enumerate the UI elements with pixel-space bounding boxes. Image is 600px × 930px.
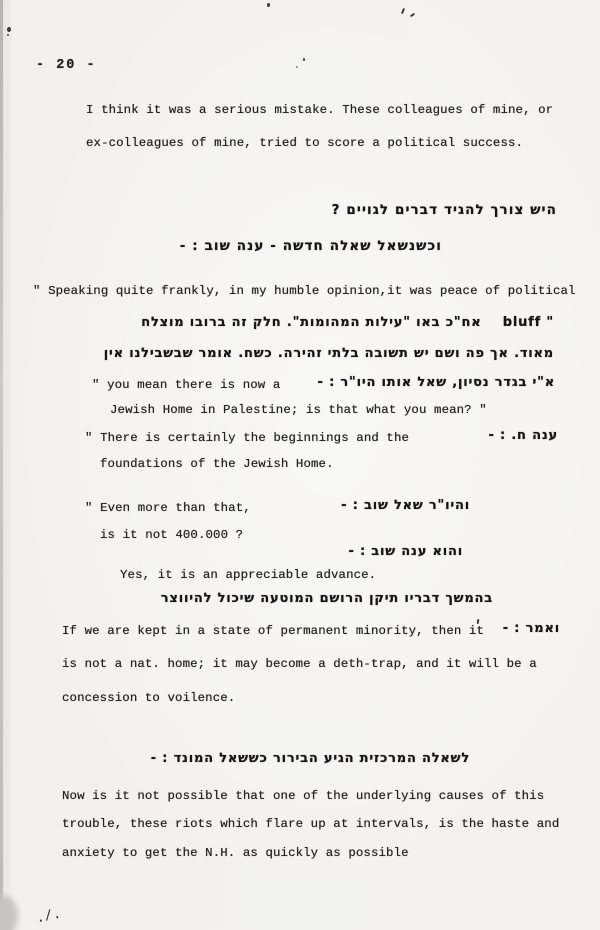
intro-line-2: ex-colleagues of mine, tried to score a political success.	[86, 136, 524, 150]
hemshech-he: בהמשך דבריו תיקן הרושם המוטעה שיכול להיווצר	[160, 591, 493, 606]
hebrew-heading-line-1: היש צורך להגיד דברים לגויים ?	[331, 202, 557, 218]
ink-speck	[7, 34, 9, 36]
ifwe-en: If we are kept in a state of permanent minority, then it	[62, 624, 484, 638]
hebrew-meod-line: מאוד. אך פה ושם יש תשובה בלתי זהירה. כשח. אומר שבשבילנו אין	[103, 346, 554, 361]
answer-thereis-he: ענה ח. : -	[488, 428, 558, 443]
yes-advance-en: Yes, it is an appreciable advance.	[120, 568, 377, 582]
testimony-speaking-line: " Speaking quite frankly, in my humble opinion,it was peace of political	[33, 284, 576, 298]
ink-speck	[401, 8, 405, 14]
scan-smudge	[0, 896, 18, 930]
isitnot-en: is it not 400.000 ?	[100, 528, 244, 542]
now-line-2: trouble, these riots which flare up at intervals, is the haste and	[62, 817, 560, 831]
ink-speck	[7, 27, 11, 32]
evenmore-he: והיו"ר שאל שוב : -	[341, 498, 470, 513]
hebrew-heading-line-2: וכשנשאל שאלה חדשה - ענה שוב : -	[179, 238, 442, 254]
ink-speck	[296, 66, 298, 68]
answer-foundations-en: foundations of the Jewish Home.	[100, 457, 334, 471]
scan-edge-line	[0, 0, 3, 930]
page-number: - 20 -	[36, 58, 97, 73]
now-line-3: anxiety to get the N.H. as quickly as possible	[62, 846, 409, 860]
ink-speck	[267, 3, 270, 7]
hebrew-bluff-line: " bluff אח"כ באו "עילות המהומות". חלק זה ברובו מוצלח	[141, 315, 554, 330]
ink-speck	[410, 13, 415, 18]
ifwe-he: ואמר : -	[502, 621, 560, 636]
intro-line-1: I think it was a serious mistake. These colleagues of mine, or	[86, 103, 554, 117]
chairman-question-line-2-en: Jewish Home in Palestine; is that what you mean? "	[110, 403, 487, 417]
isnot-en: is not a nat. home; it may become a deth-trap, and it will be a	[62, 657, 537, 671]
concession-en: concession to voilence.	[62, 691, 236, 705]
evenmore-en: " Even more than that,	[85, 501, 251, 515]
central-question-he: לשאלה המרכזית הגיע הבירור כששאל המונד : -	[150, 751, 470, 766]
chairman-question-he: א"י בגדר נסיון, שאל אותו היו"ר : -	[317, 375, 555, 390]
continuation-mark: ./.	[34, 906, 63, 928]
now-line-1: Now is it not possible that one of the underlying causes of this	[62, 789, 545, 803]
chairman-question-line-1-en: " you mean there is now a	[92, 378, 281, 392]
ink-speck	[303, 58, 305, 61]
answer-thereis-en: " There is certainly the beginnings and the	[85, 431, 410, 445]
vehu-ana-he: והוא ענה שוב : -	[348, 544, 463, 559]
